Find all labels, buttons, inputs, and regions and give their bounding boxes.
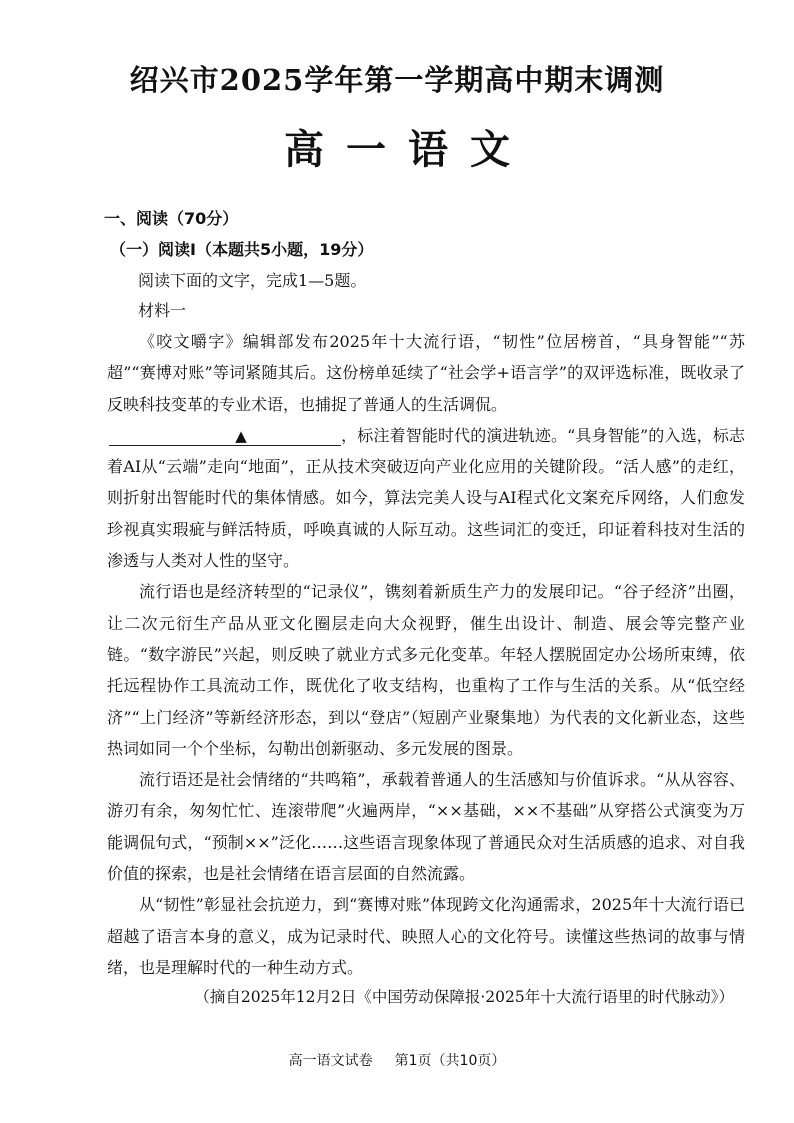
instruction-text: 阅读下面的文字，完成1—5题。 [138, 271, 367, 290]
paragraph-4: 流行语还是社会情绪的“共鸣箱”，承载着普通人的生活感知与价值诉求。“从从容容、游刃有余，匆匆忙忙、连滚带爬”火遍两岸，“××基础，××不基础”从穿搭公式演变为万能调侃句式，“预制××”泛化……这些语言现象体现了普通民众对生活质感的追求、对自我价值的探索，也是社会情绪在语言层面的自然流露。 [107, 770, 745, 884]
footer-paper-name: 高一语文试卷 [288, 1053, 373, 1069]
paragraph-2 [107, 420, 745, 576]
paragraph-3: 流行语也是经济转型的“记录仪”，镌刻着新质生产力的发展印记。“谷子经济”出圈，让二次元衍生产品从亚文化圈层走向大众视野，催生出设计、制造、展会等完整产业链。“数字游民”兴起，则反映了就业方式多元化变革。年轻人摆脱固定办公场所束缚，依托远程协作工具流动工作，既优化了收支结构，也重构了工作与生活的关系。从“低空经济”“上门经济”等新经济形态，到以“登店”（短剧产业聚集地）为代表的文化新业态，这些热词如同一个个坐标，勾勒出创新驱动、多元发展的图景。 [107, 582, 745, 758]
sub-heading: （一）阅读Ⅰ（本题共5小题，19分） [110, 240, 374, 259]
section-heading: 一、阅读（70分） [104, 209, 239, 228]
footer-page-number: 第1页（共10页） [394, 1053, 506, 1069]
article-body [107, 326, 745, 983]
subject-title: 高一语文 [284, 126, 532, 173]
page-footer [0, 1050, 794, 1070]
fill-in-blank: ▲ [109, 427, 341, 446]
paragraph-2-text: ，标注着智能时代的演进轨迹。“具身智能”的入选，标志着AI从“云端”走向“地面”，正从技术突破迈向产业化应用的关键阶段。“活人感”的走红，则折射出智能时代的集体情感。如今，算法完美人设与AI程式化文案充斥网络，人们愈发珍视真实瑕疵与鲜活特质，呼唤真诚的人际互动。这些词汇的变迁，印证着科技对生活的渗透与人类对人性的坚守。 [107, 425, 745, 571]
paragraph-5: 从“韧性”彰显社会抗逆力，到“赛博对账”体现跨文化沟通需求，2025年十大流行语已超越了语言本身的意义，成为记录时代、映照人心的文化符号。读懂这些热词的故事与情绪，也是理解时代的一种生动方式。 [107, 895, 745, 977]
paragraph-1: 《咬文嚼字》编辑部发布2025年十大流行语，“韧性”位居榜首，“具身智能”“苏超”“赛博对账”等词紧随其后。这份榜单延续了“社会学+语言学”的双评选标准，既收录了反映科技变革的专业术语，也捕捉了普通人的生活调侃。 [107, 332, 745, 414]
source-citation: （摘自2025年12月2日《中国劳动保障报·2025年十大流行语里的时代脉动》） [194, 988, 734, 1006]
material-label: 材料一 [138, 301, 187, 320]
exam-title: 绍兴市2025学年第一学期高中期末调测 [129, 63, 665, 97]
